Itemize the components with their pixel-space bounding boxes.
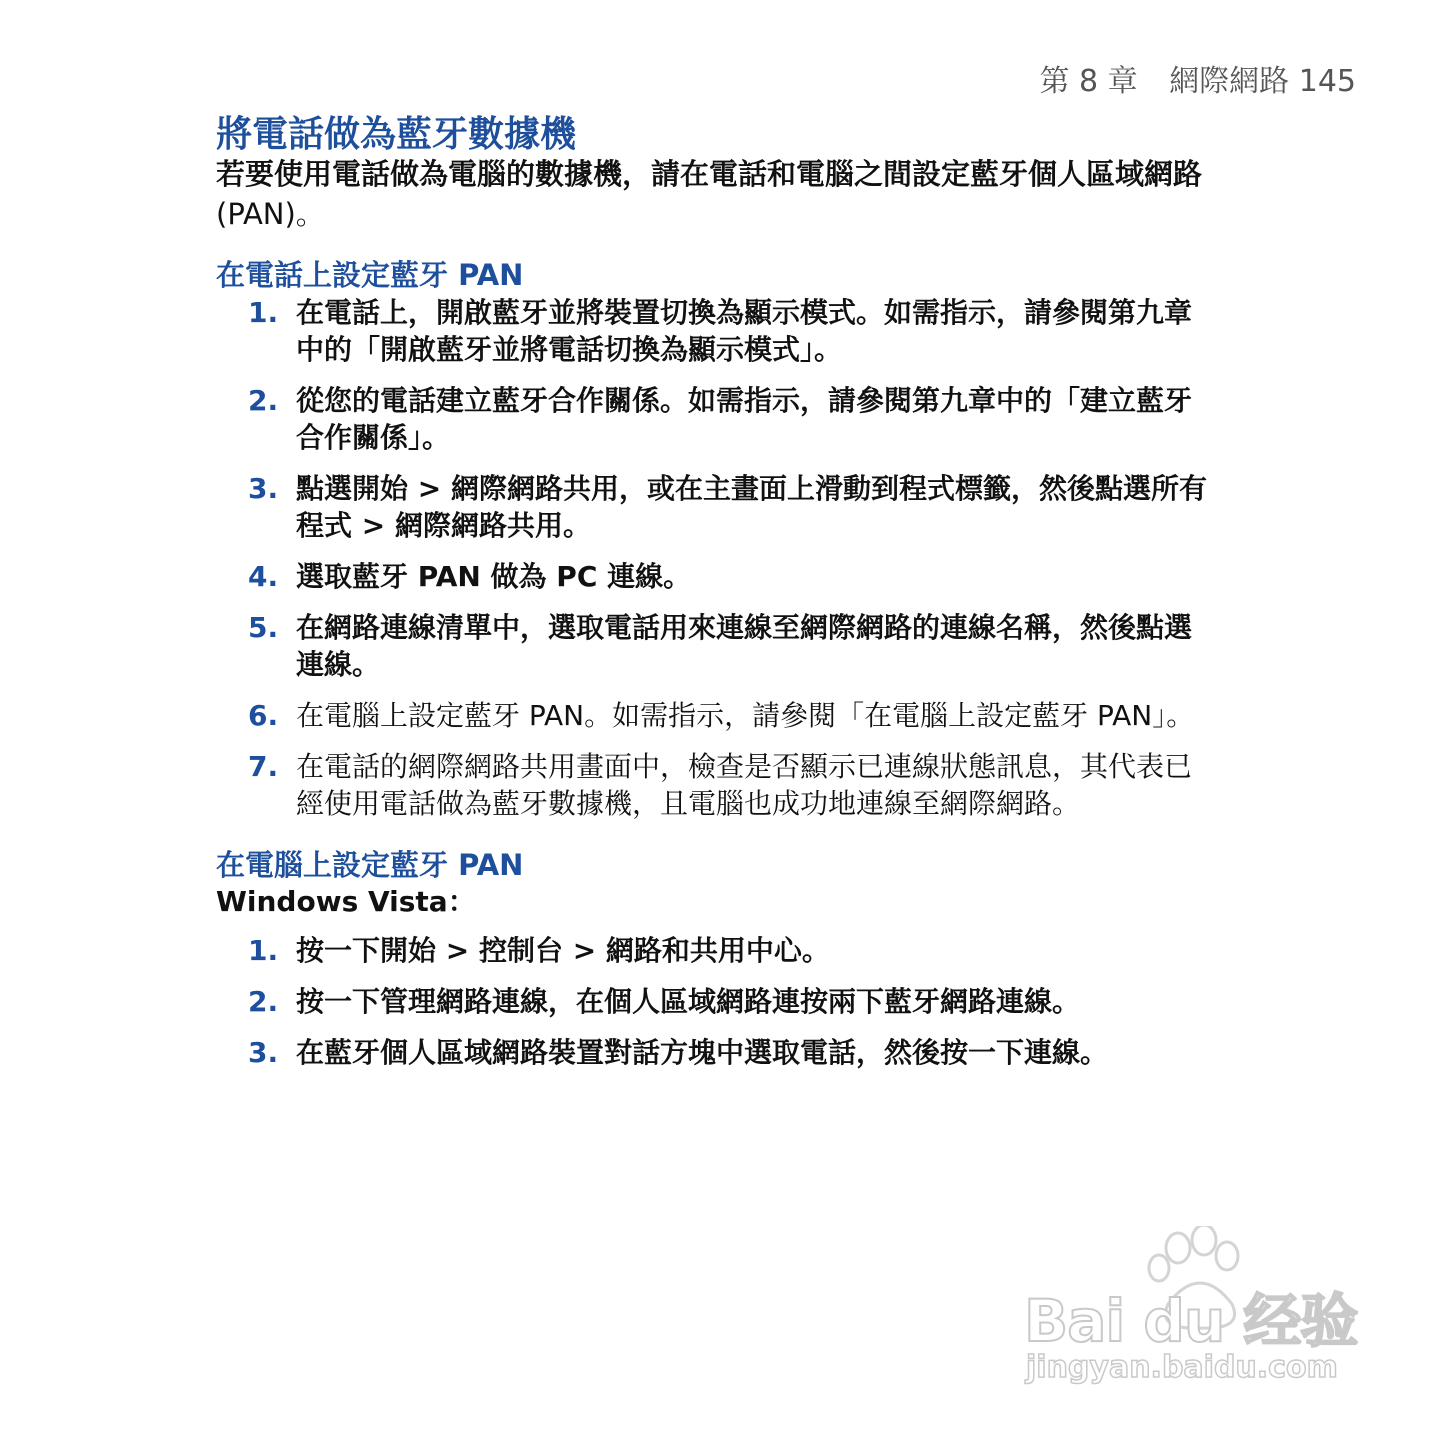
step-text: 選取藍牙 PAN 做為 PC 連線。	[296, 560, 692, 593]
page-header	[1039, 56, 1356, 100]
list-item	[248, 983, 1330, 1020]
intro-line: 若要使用電話做為電腦的數據機，請在電話和電腦之間設定藍牙個人區域網路	[216, 157, 1203, 191]
page-number: 145	[1298, 64, 1356, 99]
intro-paragraph	[216, 154, 1328, 234]
step-number: 2.	[248, 384, 279, 417]
step-text: 在電話的網際網路共用畫面中，檢查是否顯示已連線狀態訊息，其代表已	[296, 750, 1193, 783]
step-number: 6.	[248, 699, 279, 732]
step-number: 4.	[248, 560, 279, 593]
step-text: 程式 > 網際網路共用。	[296, 509, 591, 542]
watermark-url: jingyan.baidu.com	[1026, 1350, 1338, 1385]
step-text: 點選開始 > 網際網路共用，或在主畫面上滑動到程式標籤，然後點選所有	[296, 472, 1207, 505]
step-text: 經使用電話做為藍牙數據機，且電腦也成功地連線至網際網路。	[296, 787, 1081, 820]
list-item	[248, 294, 1330, 368]
step-text: 在藍牙個人區域網路裝置對話方塊中選取電話，然後按一下連線。	[296, 1036, 1109, 1069]
step-number: 1.	[248, 296, 279, 329]
watermark-brand: Bai du 经验	[1024, 1287, 1358, 1355]
step-text: 在電話上，開啟藍牙並將裝置切換為顯示模式。如需指示，請參閱第九章	[296, 296, 1193, 329]
step-number: 7.	[248, 750, 279, 783]
step-number: 1.	[248, 934, 279, 967]
list-item	[248, 382, 1330, 456]
step-text: 在電腦上設定藍牙 PAN。如需指示，請參閱「在電腦上設定藍牙 PAN」。	[296, 699, 1195, 732]
phone-section-heading: 在電話上設定藍牙 PAN	[216, 258, 524, 292]
list-item	[248, 932, 1330, 969]
baidu-watermark	[1018, 1226, 1358, 1396]
step-number: 2.	[248, 985, 279, 1018]
section-label: 網際網路	[1169, 64, 1290, 99]
step-text: 從您的電話建立藍牙合作關係。如需指示，請參閱第九章中的「建立藍牙	[296, 384, 1193, 417]
list-item	[248, 697, 1330, 734]
step-text: 中的「開啟藍牙並將電話切換為顯示模式」。	[296, 333, 843, 366]
step-text: 在網路連線清單中，選取電話用來連線至網際網路的連線名稱，然後點選	[296, 611, 1193, 644]
intro-line: (PAN)。	[216, 197, 325, 231]
step-number: 5.	[248, 611, 279, 644]
list-item	[248, 470, 1330, 544]
page-title: 將電話做為藍牙數據機	[216, 114, 577, 155]
step-number: 3.	[248, 472, 279, 505]
list-item	[248, 609, 1330, 683]
pc-section-heading: 在電腦上設定藍牙 PAN	[216, 848, 524, 882]
list-item	[248, 558, 1330, 595]
step-number: 3.	[248, 1036, 279, 1069]
chapter-label: 第 8 章	[1039, 64, 1138, 99]
list-item	[248, 748, 1330, 822]
step-text: 按一下管理網路連線，在個人區域網路連按兩下藍牙網路連線。	[296, 985, 1081, 1018]
os-label: Windows Vista：	[216, 885, 476, 918]
list-item	[248, 1034, 1330, 1071]
phone-steps-list	[248, 294, 1330, 822]
pc-steps-list	[248, 932, 1330, 1071]
step-text: 連線。	[296, 648, 381, 681]
step-text: 合作關係」。	[296, 421, 451, 454]
step-text: 按一下開始 > 控制台 > 網路和共用中心。	[296, 934, 830, 967]
